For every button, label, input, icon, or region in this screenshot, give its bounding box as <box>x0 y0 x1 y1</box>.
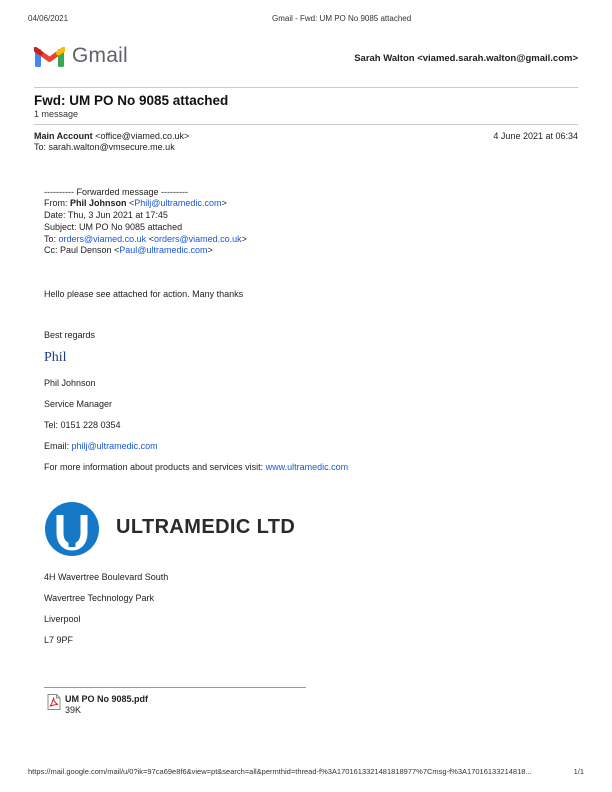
attachment-size: 39K <box>65 705 82 715</box>
body-regards: Best regards <box>44 330 96 340</box>
forwarded-subject: Subject: UM PO No 9085 attached <box>44 222 183 232</box>
forwarded-cc-email-link[interactable]: Paul@ultramedic.com <box>119 245 208 255</box>
signature-role: Service Manager <box>44 399 113 409</box>
forwarded-to-email-link-2[interactable]: orders@viamed.co.uk <box>153 234 242 244</box>
sender-email: <office@viamed.co.uk> <box>95 131 190 141</box>
message-date: 4 June 2021 at 06:34 <box>493 131 578 141</box>
forwarded-from-open: < <box>126 198 135 208</box>
forwarded-date: Date: Thu, 3 Jun 2021 at 17:45 <box>44 210 168 220</box>
signature-name: Phil Johnson <box>44 378 96 388</box>
print-title: Gmail - Fwd: UM PO No 9085 attached <box>272 14 412 23</box>
more-info-line <box>44 462 348 472</box>
gmail-logo-icon <box>34 44 65 68</box>
forwarded-header: ---------- Forwarded message --------- <box>44 187 188 197</box>
address-line-1: 4H Wavertree Boulevard South <box>44 572 169 582</box>
message-count: 1 message <box>34 109 79 119</box>
forwarded-from <box>44 198 227 208</box>
address-line-3: Liverpool <box>44 614 81 624</box>
website-link[interactable]: www.ultramedic.com <box>265 462 349 472</box>
forwarded-from-name: Phil Johnson <box>70 198 127 208</box>
forwarded-cc <box>44 245 213 255</box>
signature-script: Phil <box>44 350 67 365</box>
attachment-divider <box>44 687 306 688</box>
forwarded-cc-label: Cc: Paul Denson < <box>44 245 120 255</box>
forwarded-from-email-link[interactable]: Philj@ultramedic.com <box>134 198 222 208</box>
message-recipient: To: sarah.walton@vmsecure.me.uk <box>34 142 175 152</box>
ultramedic-logo-icon <box>44 502 100 556</box>
body-greeting: Hello please see attached for action. Many thanks <box>44 289 244 299</box>
gmail-wordmark: Gmail <box>72 44 128 67</box>
print-footer-page: 1/1 <box>573 767 584 776</box>
forwarded-to-open: < <box>146 234 154 244</box>
attachment-name[interactable]: UM PO No 9085.pdf <box>65 694 149 704</box>
address-line-4: L7 9PF <box>44 635 74 645</box>
signature-email-label: Email: <box>44 441 72 451</box>
ultramedic-wordmark: ULTRAMEDIC LTD <box>116 516 296 538</box>
thread-divider <box>34 124 578 125</box>
forwarded-cc-close: > <box>207 245 213 255</box>
print-footer-url: https://mail.google.com/mail/u/0?ik=97ca69e8f6&view=pt&search=all&permthid=thread-f%3A1701613321481818977%7Cmsg-f%3A17016133214818... <box>28 767 532 776</box>
signature-tel: Tel: 0151 228 0354 <box>44 420 121 430</box>
address-line-2: Wavertree Technology Park <box>44 593 155 603</box>
print-date: 04/06/2021 <box>28 14 69 23</box>
sender-name: Main Account <box>34 131 93 141</box>
forwarded-to <box>44 234 247 244</box>
header-divider <box>34 87 578 88</box>
forwarded-from-label: From: <box>44 198 70 208</box>
pdf-icon <box>47 694 61 710</box>
forwarded-to-close: > <box>241 234 247 244</box>
more-info-text: For more information about products and services visit: <box>44 462 266 472</box>
signature-email-link[interactable]: philj@ultramedic.com <box>71 441 158 451</box>
account-identity: Sarah Walton <viamed.sarah.walton@gmail.com> <box>354 53 578 64</box>
forwarded-to-label: To: <box>44 234 59 244</box>
thread-subject: Fwd: UM PO No 9085 attached <box>34 93 229 108</box>
forwarded-to-email-link[interactable]: orders@viamed.co.uk <box>58 234 147 244</box>
message-sender <box>34 131 189 141</box>
signature-email <box>44 441 158 451</box>
forwarded-from-close: > <box>221 198 227 208</box>
